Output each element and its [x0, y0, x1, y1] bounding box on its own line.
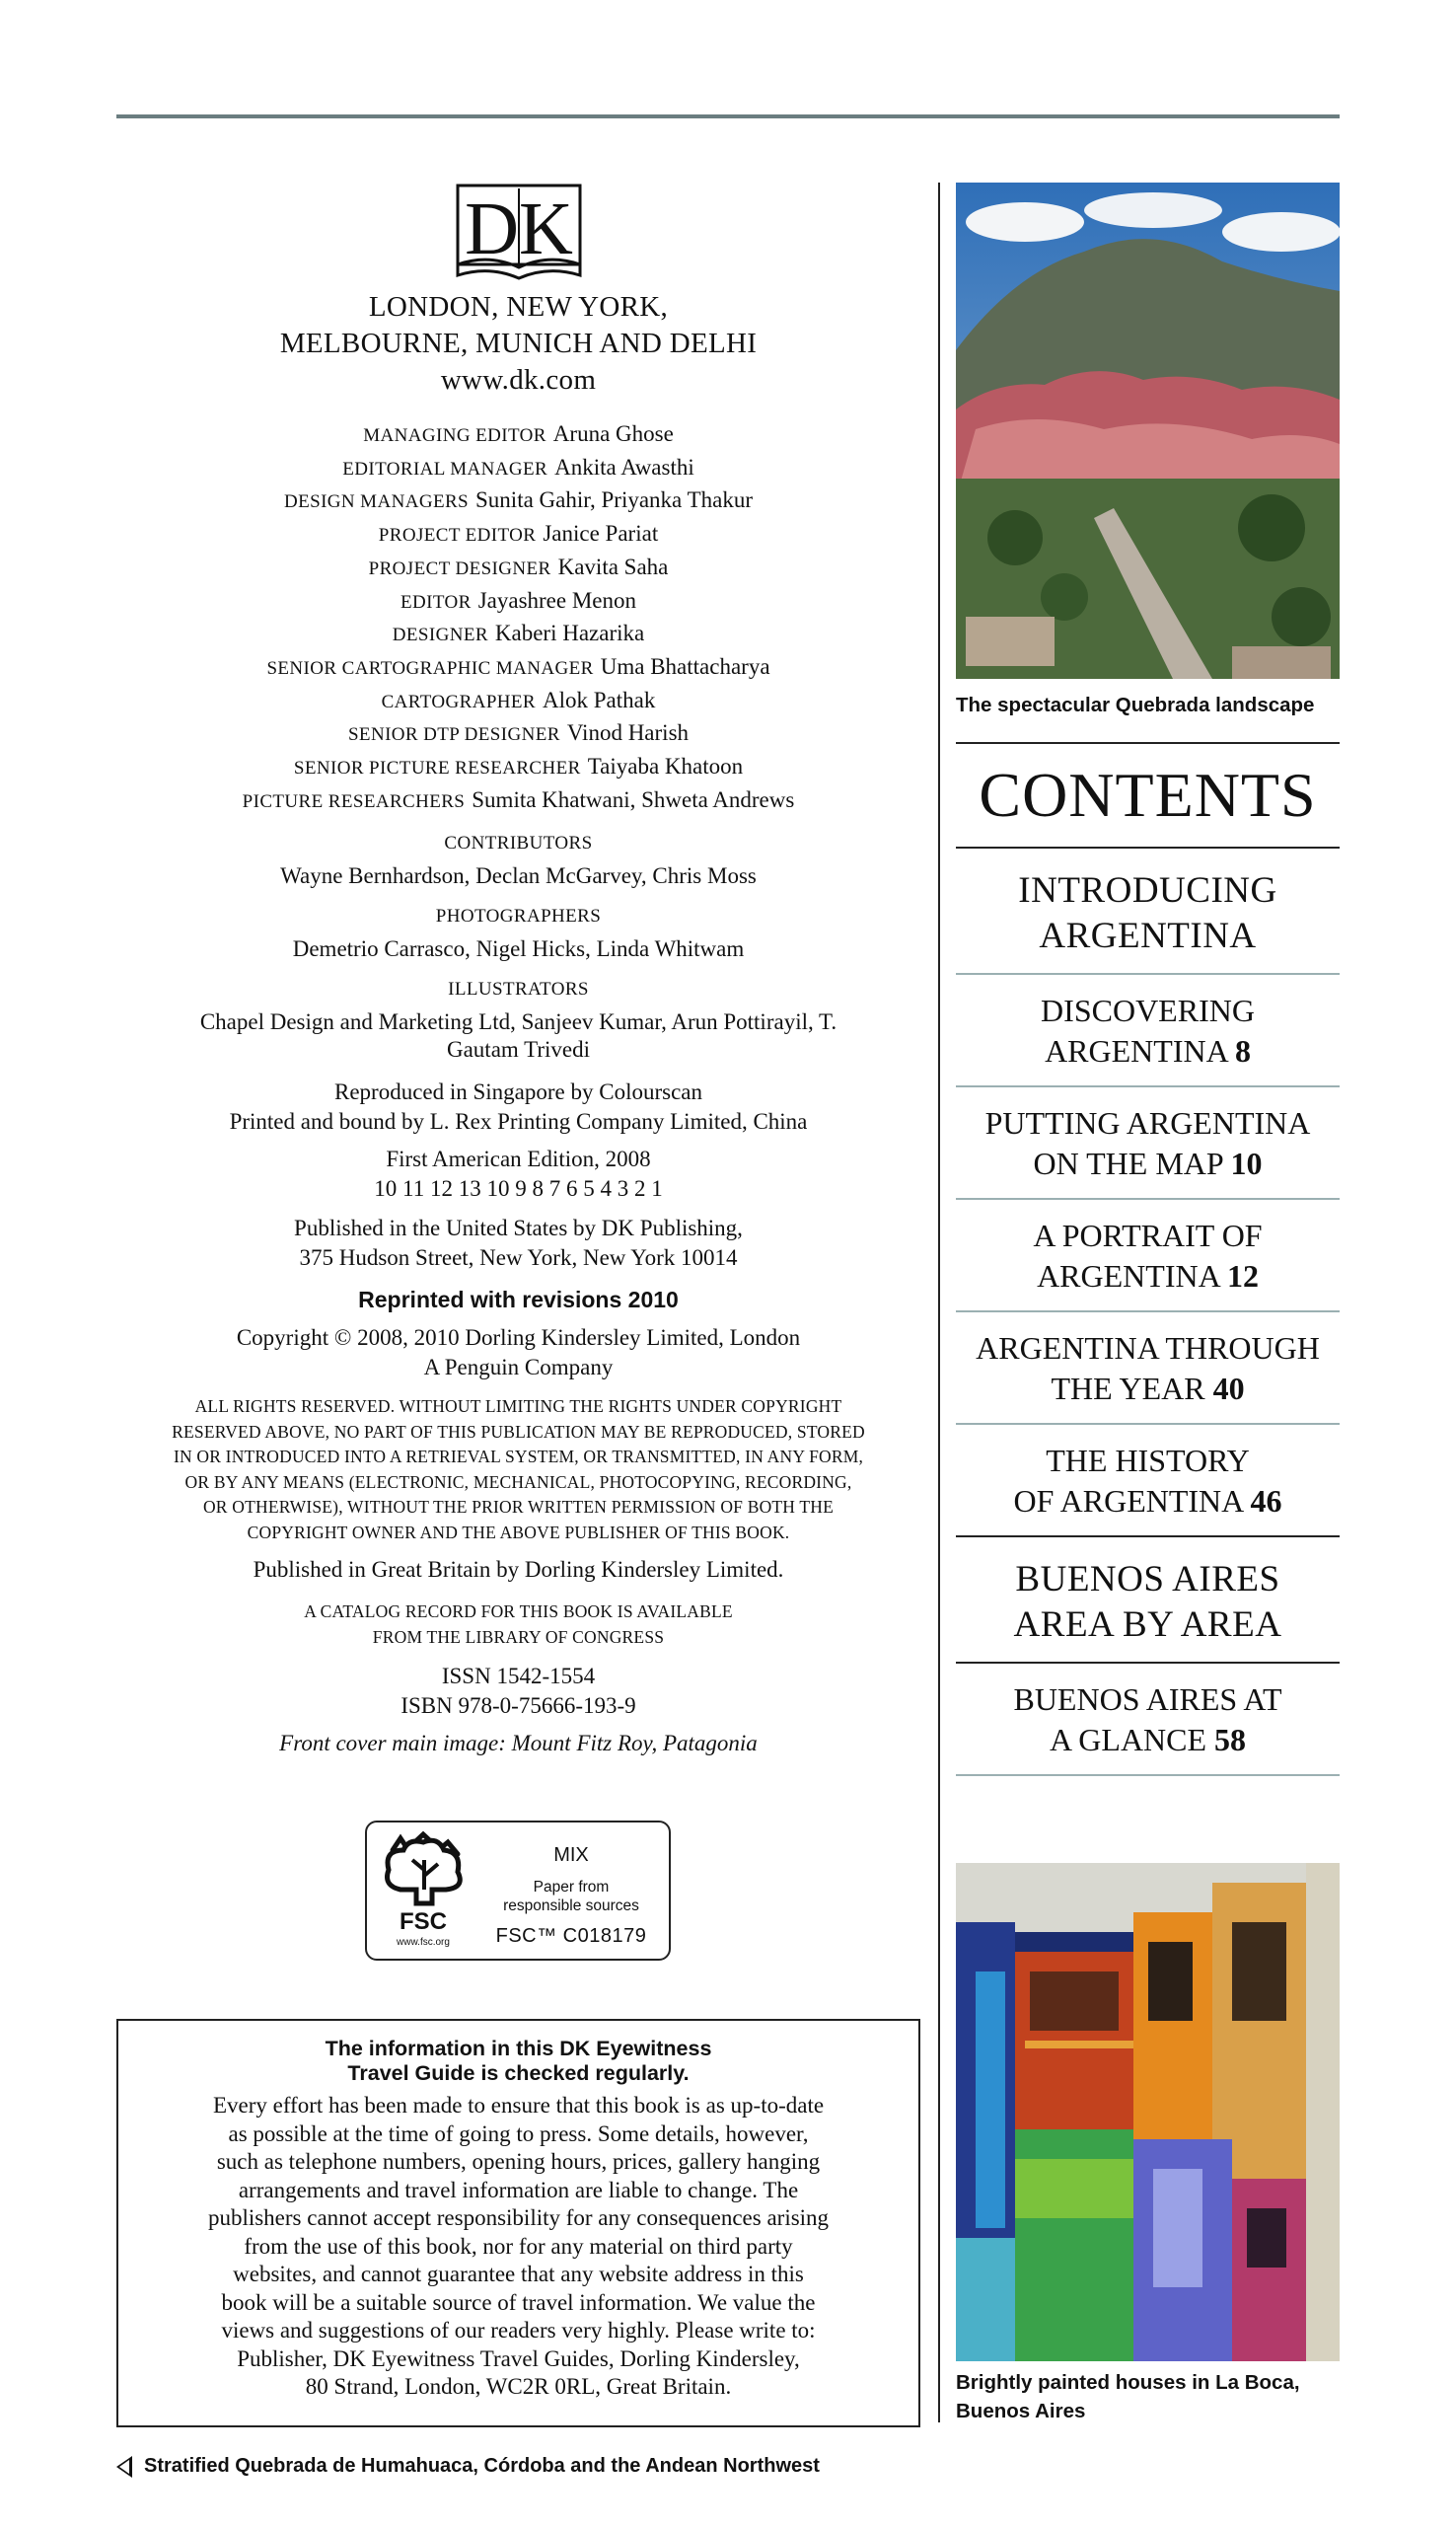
fsc-badge — [365, 1821, 671, 1961]
contributors-title: CONTRIBUTORS — [444, 833, 593, 855]
svg-text:FSC: FSC — [400, 1908, 447, 1935]
imprint-column — [116, 183, 920, 1758]
fsc-mix: MIX — [553, 1844, 589, 1866]
la-boca-photo — [956, 1863, 1340, 2361]
svg-text:DK: DK — [464, 187, 573, 270]
credit-line: EDITORIAL MANAGER Ankita Awasthi — [342, 454, 694, 480]
rights-notice: ALL RIGHTS RESERVED. WITHOUT LIMITING THE RIGHTS UNDER COPYRIGHT RESERVED ABOVE, NO PART OF THIS PUBLICATION MAY BE REPRODUCED, STORED IN OR INTRODUCED INTO A RETRIEVAL SYSTEM, OR TRANSMITTED, IN ANY FORM, OR BY ANY MEANS (ELECTRONIC, MECHANICAL, PHOTOCOPYING, RECORDING, OR OTHERWISE), WITHOUT THE PRIOR WRITTEN PERMISSION OF BOTH THE COPYRIGHT OWNER AND THE ABOVE PUBLISHER OF THIS BOOK. — [172, 1396, 865, 1542]
catalog-record: A CATALOG RECORD FOR THIS BOOK IS AVAILABLE FROM THE LIBRARY OF CONGRESS — [304, 1601, 733, 1648]
credit-line: PROJECT EDITOR Janice Pariat — [378, 521, 659, 547]
toc-page-number: 8 — [1234, 1033, 1251, 1069]
fsc-tree-icon — [379, 1830, 468, 1949]
us-publisher-info: Published in the United States by DK Publishing, 375 Hudson Street, New York, New York 10014 — [294, 1216, 743, 1271]
printing-info: Reproduced in Singapore by Colourscan Printed and bound by L. Rex Printing Company Limited, China — [229, 1079, 808, 1135]
toc-rule — [956, 1774, 1340, 1776]
illustrators-names: Chapel Design and Marketing Ltd, Sanjeev Kumar, Arun Pottirayil, T. Gautam Trivedi — [199, 1009, 837, 1063]
toc-page-number: 58 — [1214, 1722, 1247, 1757]
credit-line: PICTURE RESEARCHERS Sumita Khatwani, Shweta Andrews — [242, 786, 795, 812]
toc-page-number: 10 — [1230, 1146, 1263, 1181]
dk-logo-icon — [455, 183, 583, 281]
contents-panel — [956, 742, 1340, 1776]
illustrators-title: ILLUSTRATORS — [448, 979, 589, 1001]
issn-isbn: ISSN 1542-1554 ISBN 978-0-75666-193-9 — [400, 1664, 636, 1719]
footer-caption: Stratified Quebrada de Humahuaca, Córdoba and the Andean Northwest — [116, 2455, 820, 2478]
publisher-website: www.dk.com — [440, 364, 597, 396]
credit-line: DESIGN MANAGERS Sunita Gahir, Priyanka Thakur — [283, 487, 754, 513]
toc-page-number: 46 — [1250, 1483, 1282, 1519]
toc-section-heading[interactable]: BUENOS AIRES AREA BY AREA — [1013, 1559, 1282, 1645]
reprinted-note: Reprinted with revisions 2010 — [358, 1287, 679, 1313]
credit-line: DESIGNER Kaberi Hazarika — [392, 621, 645, 646]
photo-caption: Brightly painted houses in La Boca, Buenos Aires — [956, 2371, 1300, 2422]
toc-page-number: 12 — [1226, 1258, 1259, 1294]
copyright-info: Copyright © 2008, 2010 Dorling Kindersley Limited, London A Penguin Company — [236, 1325, 801, 1380]
toc-entry[interactable]: DISCOVERING ARGENTINA 8 — [1041, 993, 1255, 1069]
toc-entry[interactable]: PUTTING ARGENTINA ON THE MAP 10 — [984, 1105, 1311, 1181]
fsc-code: FSC™ C018179 — [495, 1925, 647, 1947]
credit-line: SENIOR CARTOGRAPHIC MANAGER Uma Bhattacharya — [266, 653, 770, 679]
top-rule — [116, 114, 1340, 118]
publisher-cities — [116, 289, 920, 399]
credit-line: PROJECT DESIGNER Kavita Saha — [368, 554, 669, 579]
photo-caption: The spectacular Quebrada landscape — [956, 694, 1315, 716]
edition-info: First American Edition, 2008 10 11 12 13 10 9 8 7 6 5 4 3 2 1 — [374, 1147, 663, 1202]
credits-list — [116, 418, 920, 817]
photographers-title: PHOTOGRAPHERS — [435, 906, 602, 928]
contents-title: CONTENTS — [979, 760, 1317, 830]
toc-entry[interactable]: ARGENTINA THROUGH THE YEAR 40 — [976, 1330, 1320, 1406]
credit-line: SENIOR PICTURE RESEARCHER Taiyaba Khatoon — [293, 754, 744, 780]
toc-entry[interactable]: THE HISTORY OF ARGENTINA 46 — [1013, 1443, 1282, 1519]
gb-publisher-info: Published in Great Britain by Dorling Kindersley Limited. — [253, 1557, 784, 1583]
toc-entry[interactable]: BUENOS AIRES AT A GLANCE 58 — [1013, 1681, 1282, 1757]
svg-text:www.fsc.org: www.fsc.org — [397, 1937, 450, 1948]
photographers-names: Demetrio Carrasco, Nigel Hicks, Linda Whitwam — [292, 936, 745, 962]
toc-page-number: 40 — [1212, 1371, 1245, 1406]
credit-line: EDITOR Jayashree Menon — [400, 587, 637, 613]
column-divider — [938, 183, 940, 2422]
quebrada-photo — [956, 183, 1340, 679]
cities-line: MELBOURNE, MUNICH AND DELHI — [279, 328, 758, 359]
toc-section-heading[interactable]: INTRODUCING ARGENTINA — [1018, 870, 1277, 956]
left-arrow-icon — [116, 2456, 132, 2478]
info-body: Every effort has been made to ensure that this book is as up-to-date as possible at the time of going to press. Some details, however, such as telephone numbers, opening hours, prices, gallery hanging arrangements and travel information are liable to change. The publishers cannot accept responsibility for any consequences arising from the use of this book, nor for any material on third party websites, and cannot guarantee that any website address in this book will be a suitable source of travel information. We value the views and suggestions of our readers very highly. Please write to: Publisher, DK Eyewitness Travel Guides, Dorling Kindersley, 80 Strand, London, WC2R 0RL, Great Britain. — [207, 2093, 830, 2399]
toc-entry[interactable]: A PORTRAIT OF ARGENTINA 12 — [1033, 1218, 1263, 1294]
credit-line: SENIOR DTP DESIGNER Vinod Harish — [347, 720, 690, 746]
fsc-subtitle: Paper from responsible sources — [503, 1879, 639, 1914]
info-box — [116, 2019, 920, 2427]
credit-line: MANAGING EDITOR Aruna Ghose — [363, 421, 674, 446]
info-heading: The information in this DK Eyewitness Travel Guide is checked regularly. — [325, 2037, 712, 2085]
cities-line: LONDON, NEW YORK, — [368, 291, 669, 323]
contributors-names: Wayne Bernhardson, Declan McGarvey, Chris Moss — [280, 863, 757, 889]
credit-line: CARTOGRAPHER Alok Pathak — [381, 687, 656, 712]
cover-credit: Front cover main image: Mount Fitz Roy, Patagonia — [279, 1731, 758, 1756]
